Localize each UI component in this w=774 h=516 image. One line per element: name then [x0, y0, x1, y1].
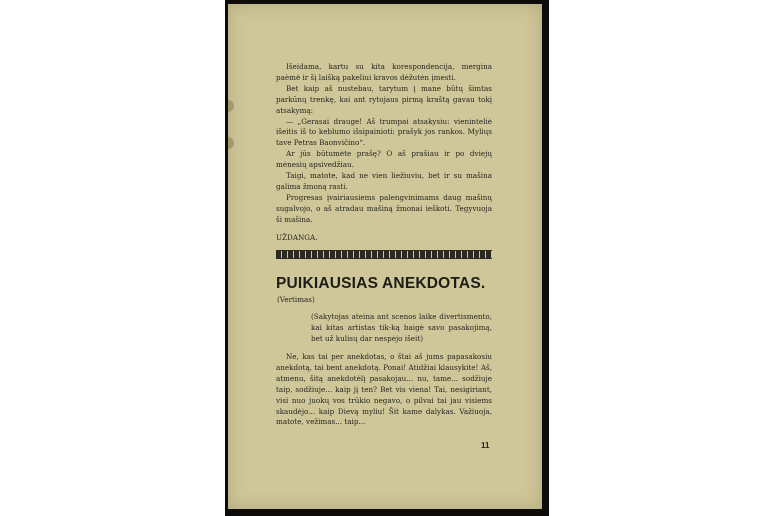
ornamental-divider: [276, 250, 492, 259]
section-subtitle: (Vertimas): [277, 295, 315, 304]
stage-direction: (Sakytojas ateina ant scenos laike divertismento, kai kitas artistas tik-ką baigė savo pasakojimą, bet už kulisų dar nespėjo išeit): [311, 312, 492, 343]
paragraph: Ar jūs būtumėte prašę? O aš prašiau ir po dviejų mėnesių apsivedžiau.: [276, 149, 492, 170]
section-title: PUIKIAUSIAS ANEKDOTAS.: [276, 275, 486, 292]
paragraph: Bet kaip aš nustebau, tarytum į mane būtų šimtas parkūnų trenkę, kai ant rytojaus pirmą kraštą gavau tokį atsakymą:: [276, 83, 492, 115]
paragraph: Taigi, matote, kad ne vien liežiuviu, bet ir su mašina galima žmoną rasti.: [276, 171, 492, 191]
paragraph: Progresas įvairiausiems palengvinimams daug mašinų sugalvojo, o aš atradau mašiną žmonai ieškoti. Tegyvuoja ši mašina.: [276, 192, 492, 224]
paragraph: Išeidama, kartu su kita korespondencija, mergina paėmė ir šį laišką pakeliui kravos dėžutėn įmesti.: [276, 62, 492, 82]
paragraph: Ne, kas tai per anekdotas, o štai aš jums papasakosiu anekdotą, tai bent anekdotą. Ponai! Atidžiai klausykite! Aš, atmenu, šitą anekdotėlį pasakojau... nu, tame... sodžiuje taip, sodžiuje... kaip jį ten? Bet vis viena! Tai, nesigiriant, visi nuo juokų vos trūkio negavo, o pilvai tai jau visiems skaudėjo... kaip Dievą myliu! Šit kame dalykas. Važiuoja, matote, vežimas... taip...: [276, 352, 492, 427]
page-number: 11: [481, 441, 490, 450]
anecdote-text: [276, 352, 492, 428]
curtain-signoff: UŽDANGA.: [276, 233, 318, 242]
story-ending-text: [276, 62, 492, 226]
paragraph: — „Gerasai drauge! Aš trumpai atsakysiu: vieninteliė išeitis iš to keblumo išsipainioti: prašyk jos rankos. Myliųs tave Petras Baonvičino“.: [276, 116, 492, 148]
